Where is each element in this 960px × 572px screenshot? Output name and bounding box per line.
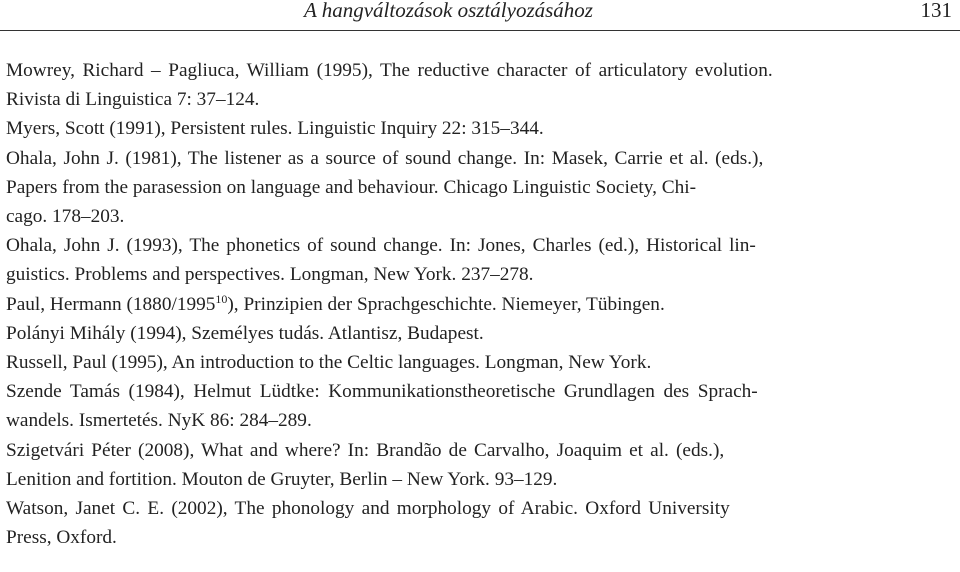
reference-line: Ohala, John J. (1993), The phonetics of sound change. In: Jones, Charles (ed.), Historical lin- [6,235,756,257]
reference-entry-russell [6,348,954,377]
reference-text: ), Prinzipien der Sprachgeschichte. Niemeyer, Tübingen. [227,293,665,315]
running-head [0,0,960,26]
reference-line: Mowrey, Richard – Pagliuca, William (1995), The reductive character of articulatory evolution. [6,60,773,81]
running-title: A hangváltozások osztályozásához [304,0,593,22]
reference-line: Lenition and fortition. Mouton de Gruyter, Berlin – New York. 93–129. [6,468,558,490]
reference-entry-paul [6,290,954,319]
reference-line: Papers from the parasession on language and behaviour. Chicago Linguistic Society, Chi- [6,176,697,198]
reference-line: Russell, Paul (1995), An introduction to the Celtic languages. Longman, New York. [6,352,652,374]
reference-entry-ohala-1993 [6,231,954,289]
reference-entry-ohala-1981 [6,144,954,232]
reference-line: Rivista di Linguistica 7: 37–124. [6,89,260,111]
reference-line: Press, Oxford. [6,527,117,549]
reference-line [6,290,954,319]
reference-entry-watson [6,494,954,552]
reference-line: Watson, Janet C. E. (2002), The phonology and morphology of Arabic. Oxford University [6,498,730,520]
reference-entry-szigetvari [6,436,954,494]
reference-line: Szigetvári Péter (2008), What and where? In: Brandão de Carvalho, Joaquim et al. (eds.), [6,439,725,461]
reference-line: wandels. Ismertetés. NyK 86: 284–289. [6,410,312,432]
reference-line: cago. 178–203. [6,206,125,228]
reference-line: Polányi Mihály (1994), Személyes tudás. Atlantisz, Budapest. [6,322,484,344]
page-number: 131 [920,0,952,22]
reference-line: Szende Tamás (1984), Helmut Lüdtke: Kommunikationstheoretische Grundlagen des Sprach- [6,381,758,403]
reference-line: Ohala, John J. (1981), The listener as a source of sound change. In: Masek, Carrie et al. (eds.), [6,147,764,169]
edition-superscript: 10 [215,291,228,306]
reference-text: Paul, Hermann (1880/1995 [6,293,216,315]
reference-list [6,56,954,552]
reference-line: guistics. Problems and perspectives. Longman, New York. 237–278. [6,264,534,286]
reference-entry-polanyi [6,319,954,348]
header-rule [0,30,960,31]
reference-line: Myers, Scott (1991), Persistent rules. Linguistic Inquiry 22: 315–344. [6,118,544,140]
reference-entry-myers [6,114,954,143]
reference-entry-mowrey [6,56,954,114]
reference-entry-szende [6,377,954,435]
